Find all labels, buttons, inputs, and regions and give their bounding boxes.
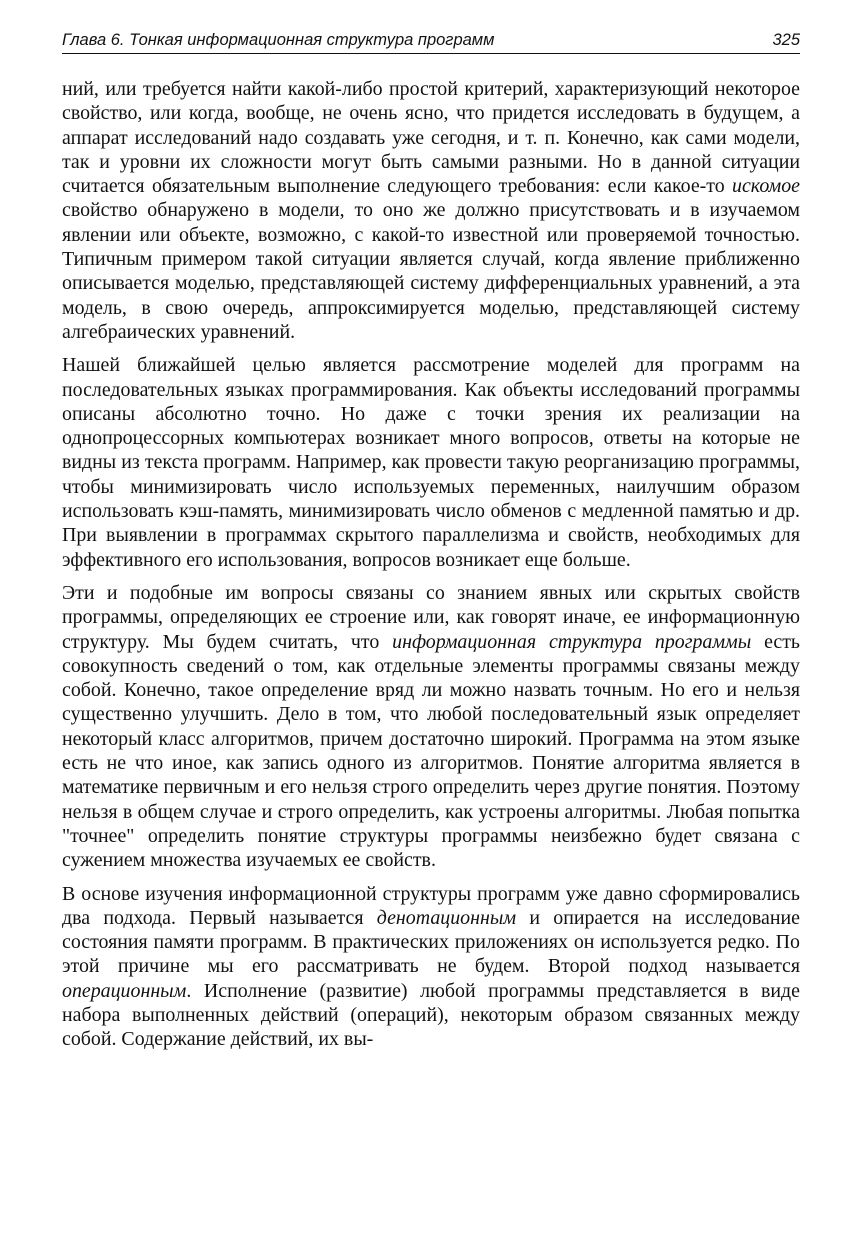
paragraph-2 (62, 353, 800, 572)
chapter-title: Глава 6. Тонкая информационная структура программ (62, 31, 495, 49)
paragraph-3 (62, 581, 800, 873)
italic-term: искомое (732, 175, 800, 198)
text-run: . Исполнение (развитие) любой программы представляется в виде набора выполненных действий (операций), некоторым образом связанных между собой. Содержание действий, их вы- (62, 979, 800, 1051)
page-number: 325 (772, 31, 800, 49)
running-header (62, 28, 800, 54)
text-run: свойство обнаружено в модели, то оно же должно присутствовать и в изучаемом явлении или объекте, возможно, с какой-то известной или проверяемой точностью. Типичным примером такой ситуации является случай, когда явление приближенно описывается моделью, представляющей систему дифференциальных уравнений, а эта модель, в свою очередь, аппроксимируется моделью, представляющей систему алгебраических уравнений. (62, 199, 800, 343)
text-run: В основе изучения информационной структуры программ уже давно сформировались два подхода. Первый называется (62, 882, 800, 929)
text-run: Эти и подобные им вопросы связаны со знанием явных или скрытых свойств программы, определяющих ее строение или, как говорят иначе, ее информационную структуру. Мы будем считать, что (62, 581, 800, 653)
body-text (62, 77, 800, 1052)
italic-term: информационная структура программы (392, 630, 752, 653)
text-run: ний, или требуется найти какой-либо простой критерий, характеризующий некоторое свойство, или когда, вообще, не очень ясно, что придется исследовать в будущем, а аппарат исследований надо создавать уже сегодня, и т. п. Конечно, как сами модели, так и уровни их сложности могут быть самыми разными. Но в данной ситуации считается обязательным выполнение следующего требования: если какое-то (62, 78, 800, 198)
italic-term: операционным (62, 979, 187, 1002)
italic-term: денотационным (376, 906, 517, 929)
paragraph-4 (62, 882, 800, 1052)
text-run: Нашей ближайшей целью является рассмотрение моделей для программ на последовательных языках программирования. Как объекты исследований программы описаны абсолютно точно. Но даже с точки зрения их реализации на однопроцессорных компьютерах возникает много вопросов, ответы на которые не видны из текста программ. Например, как провести такую реорганизацию программы, чтобы минимизировать число используемых переменных, наилучшим образом использовать кэш-память, минимизировать число обменов с медленной памятью и др. При выявлении в программах скрытого параллелизма и свойств, необходимых для эффективного его использования, вопросов возникает еще больше. (62, 354, 800, 571)
paragraph-1 (62, 77, 800, 344)
book-page (62, 28, 800, 1061)
text-run: и опирается на исследование состояния памяти программ. В практических приложениях он используется редко. По этой причине мы его рассматривать не будем. Второй подход называется (62, 906, 800, 978)
text-run: есть совокупность сведений о том, как отдельные элементы программы связаны между собой. Конечно, такое определение вряд ли можно назвать точным. Но его и нельзя существенно улучшить. Дело в том, что любой последовательный язык определяет некоторый класс алгоритмов, причем достаточно широкий. Программа на этом языке есть не что иное, как запись одного из алгоритмов. Понятие алгоритма является в математике первичным и его нельзя строго определить через другие понятия. Поэтому нельзя в общем случае и строго определить, как устроены алгоритмы. Любая попытка "точнее" определить понятие структуры программы неизбежно будет связана с сужением множества изучаемых ее свойств. (62, 630, 800, 872)
